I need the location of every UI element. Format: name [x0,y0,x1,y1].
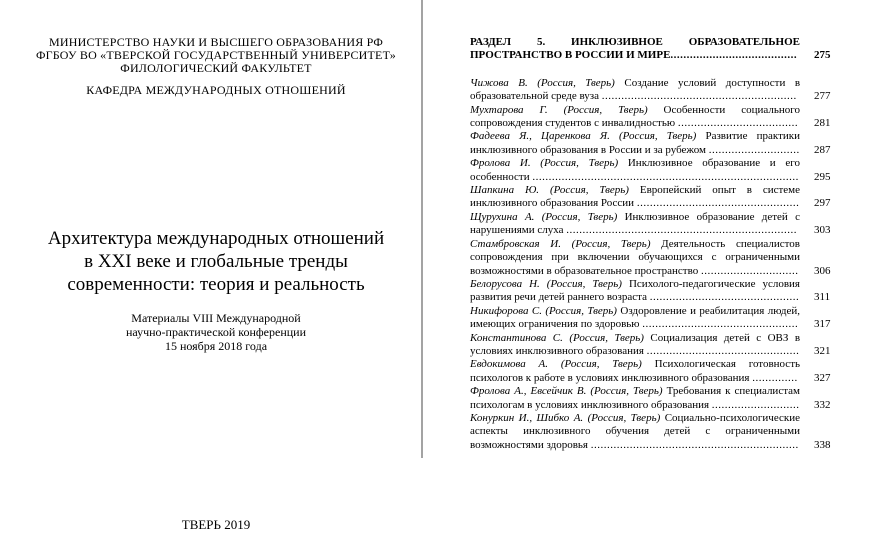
dot-leader: ....................................................................... [566,224,798,237]
toc-entry-origin: (Россия, Тверь) [549,184,629,197]
toc-entry-title: Социально-психологические аспекты инклюзивного обучения детей с ограниченными возможностями здоровья [470,411,800,451]
toc-entry-title: Инклюзивное образование и его особенности [470,157,800,183]
page-divider-line [421,0,423,458]
toc-entry-authors: Евдокимова А. [470,358,549,371]
toc-entry-origin: (Россия, Тверь) [569,331,644,344]
dot-leader: ....................................... [670,49,798,62]
conference-subtitle [20,311,412,353]
toc-entry-text [470,385,800,412]
toc-entry-origin: (Россия, Тверь) [619,130,697,143]
toc-entry-authors: Фролова И. [470,157,531,170]
toc-entry-origin: (Россия, Тверь) [545,304,617,317]
dot-leader: .................................................................................. [532,170,799,183]
book-title-line: Архитектура международных отношений [47,228,385,249]
toc-entry-text [470,157,800,184]
toc-entry-text [470,184,800,211]
university-line: ФГБОУ ВО «ТВЕРСКОЙ ГОСУДАРСТВЕННЫЙ УНИВЕРСИТЕТ» [35,48,397,62]
toc-entry-title: Европейский опыт в системе инклюзивного образования России [470,184,801,210]
toc-page-number: 317 [814,318,831,331]
toc-entry [470,130,838,157]
toc-page-number: 295 [814,170,831,183]
toc-entry-text [470,238,800,278]
toc-page-number: 306 [814,264,831,277]
toc-page-number: 338 [814,438,831,451]
toc-page-number: 303 [814,224,831,237]
toc-entry-text [470,305,800,332]
toc-entry [470,332,838,359]
toc-section-heading-text [470,36,800,63]
toc-entry-title: Создание условий доступности в образовательной среде вуза [470,76,801,103]
toc-page-number: 277 [814,90,831,103]
toc-entry-text [470,358,800,385]
toc-entry [470,385,838,412]
toc-entry-authors: Шапкина Ю. [470,184,540,197]
toc-entry-text [470,332,800,359]
institution-header [20,36,412,75]
toc-section-heading-line1: РАЗДЕЛ 5. ИНКЛЮЗИВНОЕ ОБРАЗОВАТЕЛЬНОЕ [470,36,800,48]
toc-entry [470,358,838,385]
toc-entry-authors: Константинова С. [470,331,563,344]
toc-entry-title: Деятельность специалистов сопровождения при включении обучающихся с ограниченными возможностями в образовательное пространство [470,237,800,277]
toc-entry-authors: Фролова А., Евсейчик В. [470,385,587,398]
dot-leader: ..................................... [677,117,799,130]
toc-section-page-number: 275 [814,49,831,62]
toc-page-number: 321 [814,344,831,357]
toc-entry [470,184,838,211]
toc-entry-origin: (Россия, Тверь) [560,358,642,371]
toc-entry-origin: (Россия, Тверь) [587,411,661,424]
page-right [470,36,838,452]
dot-leader: .................................................. [636,197,800,210]
ministry-line: МИНИСТЕРСТВО НАУКИ И ВЫСШЕГО ОБРАЗОВАНИЯ РФ [48,35,384,49]
page-left [20,0,412,547]
toc-section-heading [470,36,838,63]
toc-page-number: 281 [814,117,831,130]
subtitle-line: Материалы VIII Международной [131,311,301,325]
toc-entry-origin: (Россия, Тверь) [546,277,622,290]
toc-entry-authors: Щурухина А. [470,210,535,223]
dot-leader: ............................ [708,143,800,156]
toc-entry-title: Психолого-педагогические условия развития речи детей раннего возраста [470,277,800,304]
toc-entry-title: Требования к специалистам психологам в условиях инклюзивного образования [470,385,800,411]
dot-leader: ............................................... [646,344,800,357]
toc-entry-origin: (Россия, Тверь) [540,157,619,170]
book-title [20,227,412,296]
imprint-city-year: ТВЕРЬ 2019 [181,517,251,532]
toc-entry-authors: Чижова В. [470,76,528,89]
toc-entry-title: Социализация детей с ОВЗ в условиях инклюзивного образования [470,331,801,357]
dot-leader: .............. [752,371,798,384]
toc-entry-title: Инклюзивное образование детей с нарушениями слуха [470,210,801,237]
toc-entry [470,211,838,238]
subtitle-line: 15 ноября 2018 года [164,339,268,353]
toc-entry-text [470,130,800,157]
toc-entry-list [470,77,838,452]
toc-entry [470,412,838,452]
toc-entry-title: Психологическая готовность психологов к работе в условиях инклюзивного образования [470,358,801,384]
toc-page-number: 311 [814,291,831,304]
toc-section-heading-line2: ПРОСТРАНСТВО В РОССИИ И МИРЕ....................................... [470,49,798,62]
toc-entry-title: Развитие практики инклюзивного образования в России и за рубежом [470,130,800,156]
toc-entry [470,77,838,104]
toc-page-number: 297 [814,197,831,210]
toc-entry-origin: (Россия, Тверь) [563,103,648,116]
toc-entry-title: Особенности социального сопровождения студентов с инвалидностью [470,103,800,130]
subtitle-line: научно-практической конференции [125,325,307,339]
toc-entry-text [470,104,800,131]
toc-entry-origin: (Россия, Тверь) [537,76,615,89]
toc-entry [470,238,838,278]
dot-leader: ................................................ [642,318,799,331]
toc-entry-authors: Никифорова С. [470,304,542,317]
faculty-line: ФИЛОЛОГИЧЕСКИЙ ФАКУЛЬТЕТ [120,61,312,75]
toc-entry [470,278,838,305]
book-title-line: современности: теория и реальность [67,274,365,295]
toc-entry-authors: Белорусова Н. [470,277,540,290]
toc-entry-origin: (Россия, Тверь) [541,210,618,223]
toc-page-number: 332 [814,398,831,411]
toc-entry-authors: Мухтарова Г. [470,103,548,116]
department-line: КАФЕДРА МЕЖДУНАРОДНЫХ ОТНОШЕНИЙ [86,83,346,97]
toc-entry-title: Оздоровление и реабилитация людей, имеющих ограничения по здоровью [470,304,800,331]
toc-entry-authors: Конуркин И., Шибко А. [470,411,584,424]
toc-page-number: 287 [814,143,831,156]
dot-leader: ........................... [711,398,800,411]
toc-entry [470,104,838,131]
book-title-line: в XXI веке и глобальные тренды [84,251,348,272]
dot-leader: .............................................. [649,291,800,304]
toc-entry [470,157,838,184]
dot-leader: .............................. [700,264,799,277]
toc-entry-text [470,278,800,305]
toc-entry-text [470,211,800,238]
dot-leader: ............................................................ [601,90,797,103]
dot-leader: ................................................................ [590,438,799,451]
toc-entry-text [470,412,800,452]
toc-entry-authors: Стамбровская И. [470,237,561,250]
toc-entry-text [470,77,800,104]
toc-page-number: 327 [814,371,831,384]
toc-entry-authors: Фадеева Я., Царенкова Я. [470,130,610,143]
toc-entry-origin: (Россия, Тверь) [571,237,651,250]
toc-entry [470,305,838,332]
toc-entry-origin: (Россия, Тверь) [590,385,663,398]
